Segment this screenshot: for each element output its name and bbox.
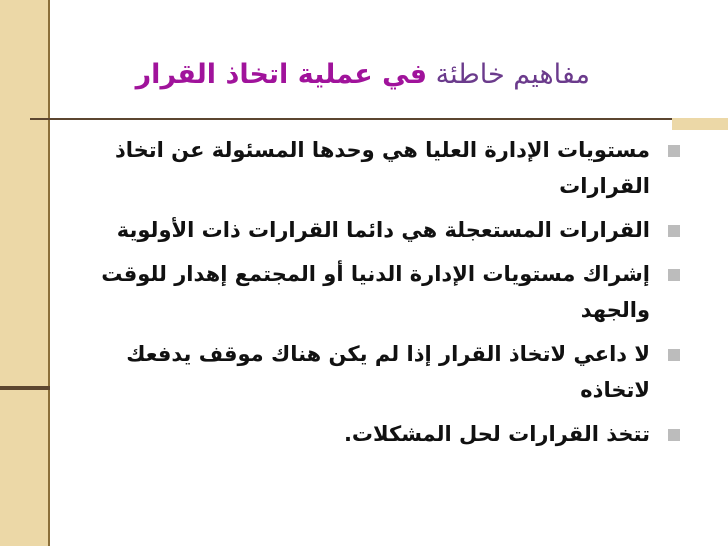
bullet-text: تتخذ القرارات لحل المشكلات. [343,422,650,446]
title-part-1: مفاهيم خاطئة [435,59,590,90]
square-bullet-icon [668,429,680,441]
bullet-text: لا داعي لاتخاذ القرار إذا لم يكن هناك موقف يدفعك لاتخاذه [126,342,650,402]
left-band-border [48,0,50,546]
bullet-item [100,416,682,452]
bullet-text: القرارات المستعجلة هي دائما القرارات ذات الأولوية [116,218,650,242]
bullet-text: مستويات الإدارة العليا هي وحدها المسئولة عن اتخاذ القرارات [114,138,650,198]
bullet-item [100,212,682,248]
square-bullet-icon [668,145,680,157]
title-part-2: في عملية اتخاذ القرار [135,59,428,90]
square-bullet-icon [668,225,680,237]
bullet-item [100,132,682,204]
bullet-text: إشراك مستويات الإدارة الدنيا أو المجتمع إهدار للوقت والجهد [101,262,650,322]
left-accent-band [0,0,48,546]
bullet-item [100,336,682,408]
bullet-list [100,132,682,460]
slide-title [70,50,590,100]
title-divider [30,118,672,120]
square-bullet-icon [668,349,680,361]
square-bullet-icon [668,269,680,281]
bullet-item [100,256,682,328]
left-band-divider [0,386,50,390]
right-accent-tab [672,118,728,130]
